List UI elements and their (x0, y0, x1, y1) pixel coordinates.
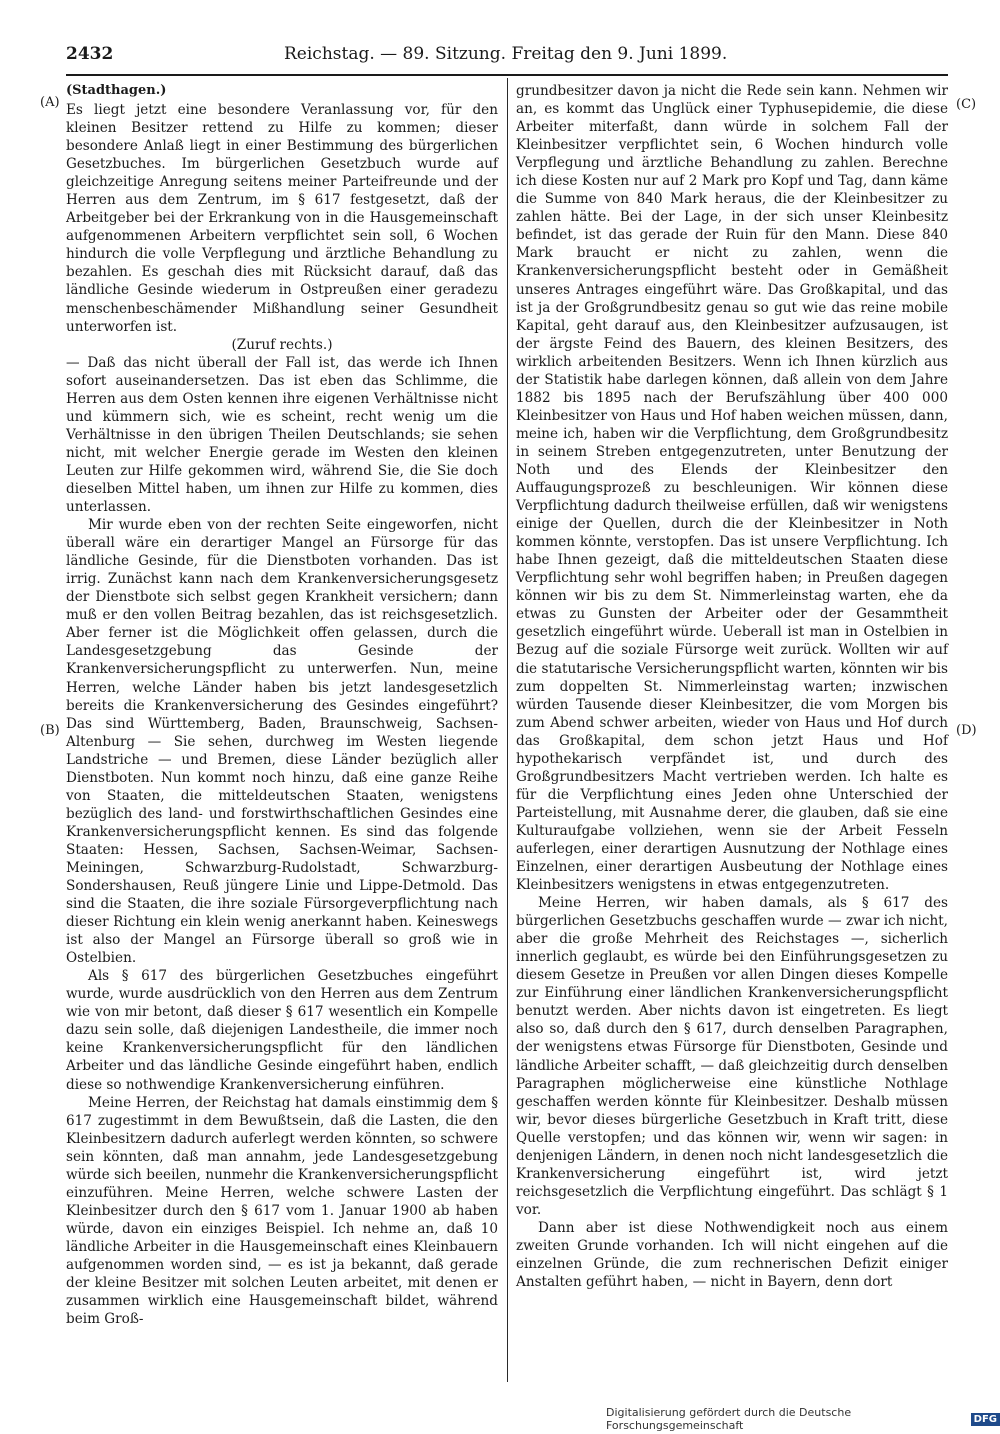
column-divider (507, 78, 508, 1382)
paragraph: grundbesitzer davon ja nicht die Rede sein kann. Nehmen wir an, es kommt das Unglück einer Typhusepidemie, die diese Arbeiter miterfaßt, dann würde in solchem Fall der Kleinbesitzer verpflichtet sein, 6 Wochen hindurch volle Verpflegung und ärztliche Behandlung zu zahlen. Berechne ich diese Kosten nur auf 2 Mark pro Kopf und Tag, dann käme die Summe von 840 Mark heraus, die der Kleinbesitzer zu zahlen hätte. Bei der Lage, in der sich unser Kleinbesitz befindet, ist das gerade der Ruin für den Mann. Diese 840 Mark braucht er nicht zu zahlen, wenn die Krankenversicherungspflicht besteht oder in Gemäßheit unseres Antrages eingeführt wäre. Das Großkapital, und das ist ja der Großgrundbesitz genau so gut wie das reine mobile Kapital, geht darauf aus, den Kleinbesitzer aufzusaugen, ist der ärgste Feind des Bauern, des kleinen Besitzers, des wirklich arbeitenden Besitzers. Wenn ich Ihnen kürzlich aus der Statistik habe darlegen können, daß allein von dem Jahre 1882 bis 1895 nach der Berufszählung über 400 000 Kleinbesitzer von Haus und Hof haben weichen müssen, dann, meine ich, haben wir die Verpflichtung, dem Großgrundbesitz in seinem Streben entgegenzutreten, unter Benutzung der Noth und des Elends der Kleinbesitzer den Auffaugungsprozeß zu beschleunigen. Wir können diese Verpflichtung dadurch theilweise erfüllen, daß wir wenigstens einige der Quellen, durch die der Kleinbesitzer in Noth kommen könnte, verstopfen. Das ist unsere Verpflichtung. Ich habe Ihnen gezeigt, daß die mitteldeutschen Staaten diese Verpflichtung sehr wohl begriffen haben; in Preußen dagegen können wir bis zu dem St. Nimmerleinstag warten, ehe da etwas zu Gunsten der Arbeiter oder der Gesammtheit gesetzlich eingeführt würde. Ueberall ist man in Ostelbien in Bezug auf die soziale Fürsorge weit zurück. Wollten wir auf die statutarische Versicherungspflicht warten, könnten wir bis zum doppelten St. Nimmerleinstag warten; inzwischen würden Tausende dieser Kleinbesitzer, die vom Morgen bis zum Abend schwer arbeiten, wieder von Haus und Hof durch das Großkapital, dem schon jetzt Haus und Hof hypothekarisch verpfändet ist, und durch des Großgrundbesitzers Macht vertrieben werden. Ich halte es für die Verpflichtung eines Jeden ohne Unterschied der Parteistellung, mit Ausnahme derer, die glauben, daß sie eine Kulturaufgabe vollziehen, wenn sie der Arbeit Fesseln auferlegen, einer derartigen Ausnutzung der Nothlage eines Einzelnen, einer derartigen Ausbeutung der Nothlage eines Kleinbesitzers wenigstens in etwas entgegenzutreten. (516, 83, 948, 894)
running-title: Reichstag. — 89. Sitzung. Freitag den 9. Juni 1899. (284, 44, 728, 64)
margin-mark-c: (C) (956, 97, 977, 112)
interjection: (Zuruf rechts.) (231, 336, 333, 353)
paragraph: Als § 617 des bürgerlichen Gesetzbuches eingeführt wurde, wurde ausdrücklich von den Herren aus dem Zentrum wie von mir betont, daß dieser § 617 wesentlich ein Kompelle dazu sein solle, daß diejenigen Landestheile, die immer noch keine Krankenversicherungspflicht für den ländlichen Arbeiter und das ländliche Gesinde eingeführt haben, endlich diese so nothwendige Krankenversicherung einführen. (66, 968, 498, 1093)
right-column (516, 82, 948, 1291)
margin-mark-b: (B) (40, 723, 60, 738)
margin-mark-a: (A) (40, 95, 60, 110)
paragraph: Meine Herren, wir haben damals, als § 617 des bürgerlichen Gesetzbuchs geschaffen wurde — zwar ich nicht, aber die große Mehrheit des Reichstages —, sicherlich innerlich geglaubt, es würde bei den Einführungsgesetzen zu diesem Gesetze in Preußen vor allen Dingen dieses Kompelle zur Einführung einer ländlichen Krankenversicherungspflicht benutzt werden. Aber nichts davon ist eingetreten. Es liegt also so, daß durch den § 617, durch denselben Paragraphen, der wenigstens etwas Fürsorge für Dienstboten, Gesinde und ländliche Arbeiter schafft, — daß gleichzeitig durch denselben Paragraphen möglicherweise eine künstliche Nothlage geschaffen werden könnte für Kleinbesitzer. Deshalb müssen wir, bevor dieses bürgerliche Gesetzbuch in Kraft tritt, diese Quelle verstopfen; und das können wir, wenn wir sagen: in denjenigen Ländern, in denen noch nicht landesgesetzlich die Krankenversicherung eingeführt ist, wird jetzt reichsgesetzlich die Verpflichtung eingeführt. Das schlägt § 1 vor. (516, 895, 948, 1218)
margin-mark-d: (D) (956, 723, 977, 738)
paragraph: — Daß das nicht überall der Fall ist, das werde ich Ihnen sofort auseinandersetzen. Das ist eben das Schlimme, die Herren aus dem Osten kennen ihre eigenen Verhältnisse nicht und kümmern sich, wie es scheint, recht wenig um die Verhältnisse in den übrigen Theilen Deutschlands; sie sehen nicht, mit welcher Energie gerade im Westen den kleinen Leuten zur Hilfe gekommen wird, während Sie, die Sie doch dieselben Mittel haben, um ihnen zur Hilfe zu kommen, dies unterlassen. (66, 354, 498, 516)
page-header (66, 40, 948, 76)
left-column (66, 82, 498, 1328)
digitization-credit (606, 1406, 1000, 1432)
credit-text: Digitalisierung gefördert durch die Deutsche Forschungsgemeinschaft (606, 1406, 852, 1432)
speaker-label: (Stadthagen.) (66, 83, 167, 98)
paragraph: Dann aber ist diese Nothwendigkeit noch aus einem zweiten Grunde vorhanden. Ich will nicht eingehen auf die einzelnen Gründe, die zum rechnerischen Defizit einiger Anstalten geführt haben, — nicht in Bayern, denn dort (516, 1219, 948, 1291)
page-number: 2432 (66, 44, 114, 64)
dfg-logo: DFG (971, 1413, 1000, 1426)
paragraph: Es liegt jetzt eine besondere Veranlassung vor, für den kleinen Besitzer rettend zu Hilfe zu kommen; dieser besondere Anlaß liegt in einer Bestimmung des bürgerlichen Gesetzbuches. Im bürgerlichen Gesetzbuch wurde auf gleichzeitige Anregung seitens meiner Parteifreunde und der Herren aus dem Zentrum, im § 617 festgesetzt, daß der Arbeitgeber bei der Erkrankung von in die Hausgemeinschaft aufgenommenen Arbeitern verpflichtet sein soll, 6 Wochen hindurch die volle Verpflegung und ärztliche Behandlung zu bezahlen. Es geschah dies mit Rücksicht darauf, daß das ländliche Gesinde wiederum in Ostpreußen einer geradezu menschenbeschämender Mißhandlung seiner Gesundheit unterworfen ist. (66, 102, 498, 335)
paragraph: Meine Herren, der Reichstag hat damals einstimmig dem § 617 zugestimmt in dem Bewußtsein, daß die Lasten, die den Kleinbesitzern dadurch auferlegt werden könnten, so schwere sein könnten, daß man annahm, jede Landesgesetzgebung würde sich beeilen, nunmehr die Krankenversicherungspflicht einzuführen. Meine Herren, welche schwere Lasten der Kleinbesitzer durch den § 617 vom 1. Januar 1900 ab haben würde, davon ein einziges Beispiel. Ich nehme an, daß 10 ländliche Arbeiter in die Hausgemeinschaft eines Kleinbauern aufgenommen worden sind, — es ist ja bekannt, daß gerade der kleine Besitzer mit solchen Leuten arbeitet, mit denen er zusammen wirklich eine Hausgemeinschaft bildet, während beim Groß- (66, 1094, 498, 1328)
paragraph: Mir wurde eben von der rechten Seite eingeworfen, nicht überall wäre ein derartiger Mangel an Fürsorge für das ländliche Gesinde, für die Dienstboten vorhanden. Das ist irrig. Zunächst kann nach dem Krankenversicherungsgesetz der Dienstbote sich selbst gegen Krankheit versichern; dann muß er den vollen Beitrag bezahlen, das ist reichsgesetzlich. Aber ferner ist die Möglichkeit offen gelassen, durch die Landesgesetzgebung das Gesinde der Krankenversicherungspflicht zu unterwerfen. Nun, meine Herren, welche Länder haben bis jetzt landesgesetzlich bereits die Krankenversicherung des Gesindes eingeführt? Das sind Württemberg, Baden, Braunschweig, Sachsen-Altenburg — Sie sehen, durchweg im Westen liegende Landstriche — und Bremen, diese Länder bezüglich aller Dienstboten. Nun kommt noch hinzu, daß eine ganze Reihe von Staaten, die mitteldeutschen Staaten, wenigstens bezüglich des land- und forstwirthschaftlichen Gesindes eine Krankenversicherungspflicht kennen. Es sind das folgende Staaten: Hessen, Sachsen, Sachsen-Weimar, Sachsen-Meiningen, Schwarzburg-Rudolstadt, Schwarzburg-Sondershausen, Reuß jüngere Linie und Lippe-Detmold. Das sind die Staaten, die ihre soziale Fürsorgeverpflichtung nach dieser Richtung ein klein wenig anerkannt haben. Keineswegs ist also der Mangel an Fürsorge überall so groß wie in Ostelbien. (66, 517, 498, 967)
